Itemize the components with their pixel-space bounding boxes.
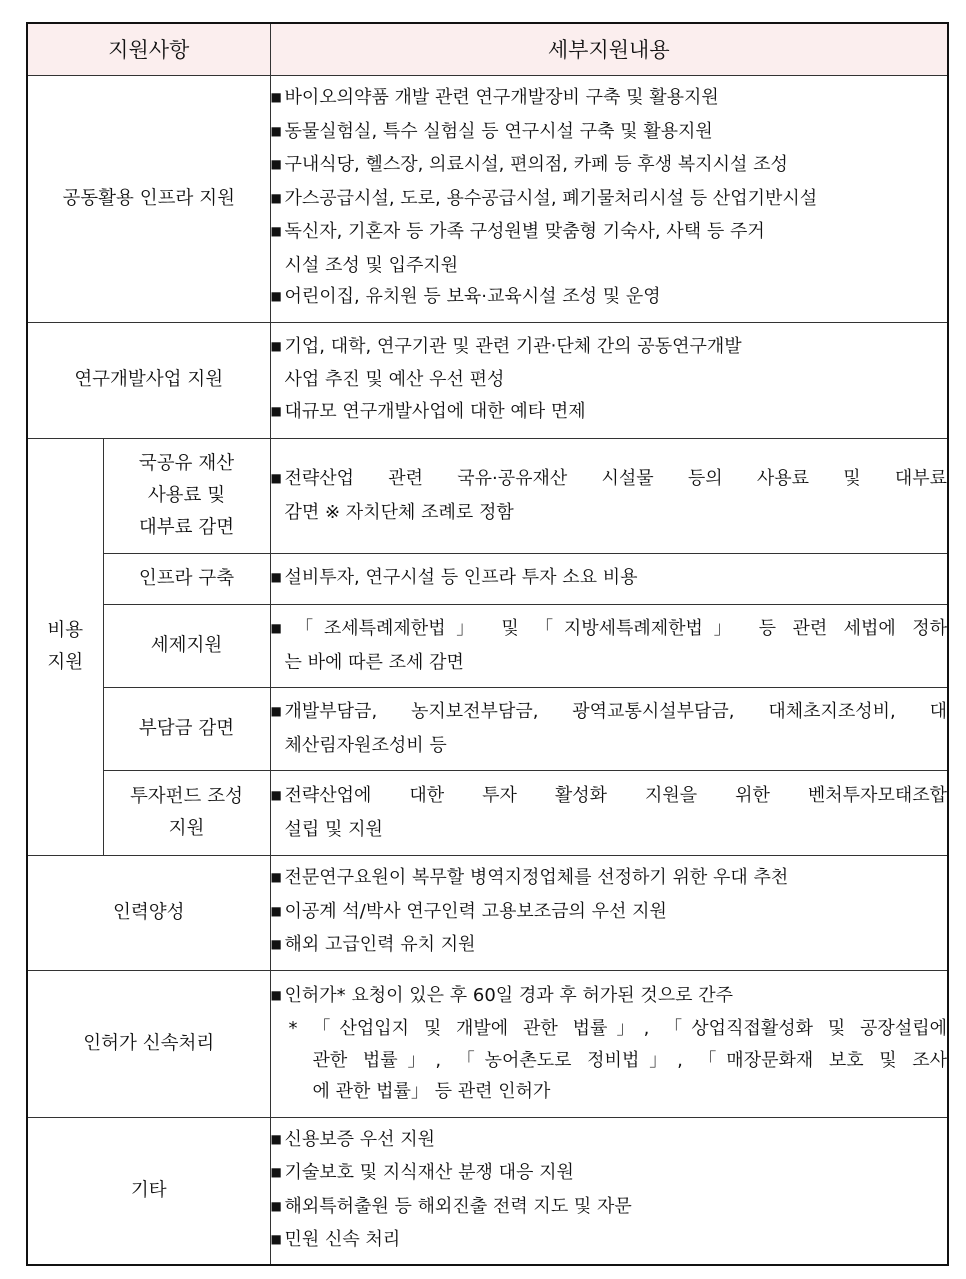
content-tax [270,604,948,687]
square-bullet-icon: ■ [270,1198,282,1213]
header-row [27,23,948,75]
list-item-continuation: 시설 조성 및 입주지원 [284,254,459,276]
row-infra [27,75,948,322]
list-item: ■ 신용보증 우선 지원 [271,1124,948,1158]
list-item-continuation: 는 바에 따른 조세 감면 [284,651,464,673]
content-infra-build [270,553,948,604]
row-rnd [27,322,948,438]
label-rnd: 연구개발사업 지원 [27,322,270,438]
list-item: ■ 전략산업에 대한 투자 활성화 지원을 위한 벤처투자모태조합 [271,780,948,814]
square-bullet-icon: ■ [270,1131,282,1146]
list-item: ■ 동물실험실, 특수 실험실 등 연구시설 구축 및 활용지원 [271,116,948,150]
list-item: ■ 전략산업 관련 국유·공유재산 시설물 등의 사용료 및 대부료 [271,463,948,497]
square-bullet-icon: ■ [270,338,282,353]
header-support-item: 지원사항 [27,23,270,75]
row-hr [27,855,948,970]
list-item: ■ 어린이집, 유치원 등 보육·교육시설 조성 및 운영 [271,281,948,315]
list-item: ■ 해외특허출원 등 해외진출 전력 지도 및 자문 [271,1191,948,1225]
label-cost: 비용 지원 [27,438,103,855]
list-item: ■ 대규모 연구개발사업에 대한 예타 면제 [271,396,948,430]
list-item: ■ 독신자, 기혼자 등 가족 구성원별 맞춤형 기숙사, 사택 등 주거 [271,216,948,250]
list-item: ■ 민원 신속 처리 [271,1224,948,1258]
list-item: ■ 가스공급시설, 도로, 용수공급시설, 폐기물처리시설 등 산업기반시설 [271,183,948,217]
footnote: * 「산업입지 및 개발에 관한 법률」, 「상업직접활성화 및 공장설립에 관한 법률」, 「농어촌도로 정비법」, 「매장문화재 보호 및 조사 에 관한 법률」 등 관련 인허가 [288,1018,947,1102]
square-bullet-icon: ■ [270,1165,282,1180]
row-etc [27,1117,948,1265]
list-item: ■ 기술보호 및 지식재산 분쟁 대응 지원 [271,1157,948,1191]
content-hr [270,855,948,970]
content-etc [270,1117,948,1265]
content-charge [270,687,948,770]
label-charge: 부담금 감면 [103,687,270,770]
square-bullet-icon: ■ [270,190,282,205]
label-infra-build: 인프라 구축 [103,553,270,604]
support-table [26,22,949,1266]
square-bullet-icon: ■ [270,403,282,418]
list-item: ■ 인허가* 요청이 있은 후 60일 경과 후 허가된 것으로 간주 [271,980,948,1014]
label-tax: 세제지원 [103,604,270,687]
list-item-continuation: 설립 및 지원 [284,818,383,840]
list-item-continuation: 체산림자원조성비 등 [284,734,447,756]
square-bullet-icon: ■ [270,157,282,172]
square-bullet-icon: ■ [270,621,282,635]
list-item: ■ 전문연구요원이 복무할 병역지정업체를 선정하기 위한 우대 추천 [271,862,948,896]
square-bullet-icon: ■ [270,788,282,802]
square-bullet-icon: ■ [270,569,282,584]
label-permit: 인허가 신속처리 [27,970,270,1117]
label-fund: 투자펀드 조성 지원 [103,770,270,855]
square-bullet-icon: ■ [270,90,282,105]
content-property [270,438,948,553]
square-bullet-icon: ■ [270,987,282,1002]
list-item: ■ 「조세특례제한법」 및 「지방세특례제한법」 등 관련 세법에 정하 [271,613,948,647]
row-cost-infra [27,553,948,604]
square-bullet-icon: ■ [270,224,282,239]
list-item: ■ 바이오의약품 개발 관련 연구개발장비 구축 및 활용지원 [271,82,948,116]
header-detail: 세부지원내용 [270,23,948,75]
square-bullet-icon: ■ [270,937,282,952]
label-hr: 인력양성 [27,855,270,970]
list-item: ■ 설비투자, 연구시설 등 인프라 투자 소요 비용 [271,562,948,596]
label-infra: 공동활용 인프라 지원 [27,75,270,322]
square-bullet-icon: ■ [270,123,282,138]
list-item-continuation: 사업 추진 및 예산 우선 편성 [284,369,505,391]
content-infra [270,75,948,322]
list-item: ■ 구내식당, 헬스장, 의료시설, 편의점, 카페 등 후생 복지시설 조성 [271,149,948,183]
square-bullet-icon: ■ [270,1232,282,1247]
list-item: ■ 기업, 대학, 연구기관 및 관련 기관‧단체 간의 공동연구개발 [271,331,948,365]
row-cost-fund [27,770,948,855]
content-rnd [270,322,948,438]
list-item: ■ 개발부담금, 농지보전부담금, 광역교통시설부담금, 대체초지조성비, 대 [271,696,948,730]
row-cost-property [27,438,948,553]
square-bullet-icon: ■ [270,903,282,918]
list-item: ■ 이공계 석/박사 연구인력 고용보조금의 우선 지원 [271,896,948,930]
row-cost-tax [27,604,948,687]
list-item: ■ 해외 고급인력 유치 지원 [271,929,948,963]
row-cost-charge [27,687,948,770]
square-bullet-icon: ■ [270,704,282,718]
label-etc: 기타 [27,1117,270,1265]
row-permit [27,970,948,1117]
list-item-continuation: 감면 ※ 자치단체 조례로 정함 [284,501,514,523]
label-property: 국공유 재산 사용료 및 대부료 감면 [103,438,270,553]
square-bullet-icon: ■ [270,870,282,885]
square-bullet-icon: ■ [270,289,282,304]
content-permit [270,970,948,1117]
square-bullet-icon: ■ [270,471,282,485]
content-fund [270,770,948,855]
